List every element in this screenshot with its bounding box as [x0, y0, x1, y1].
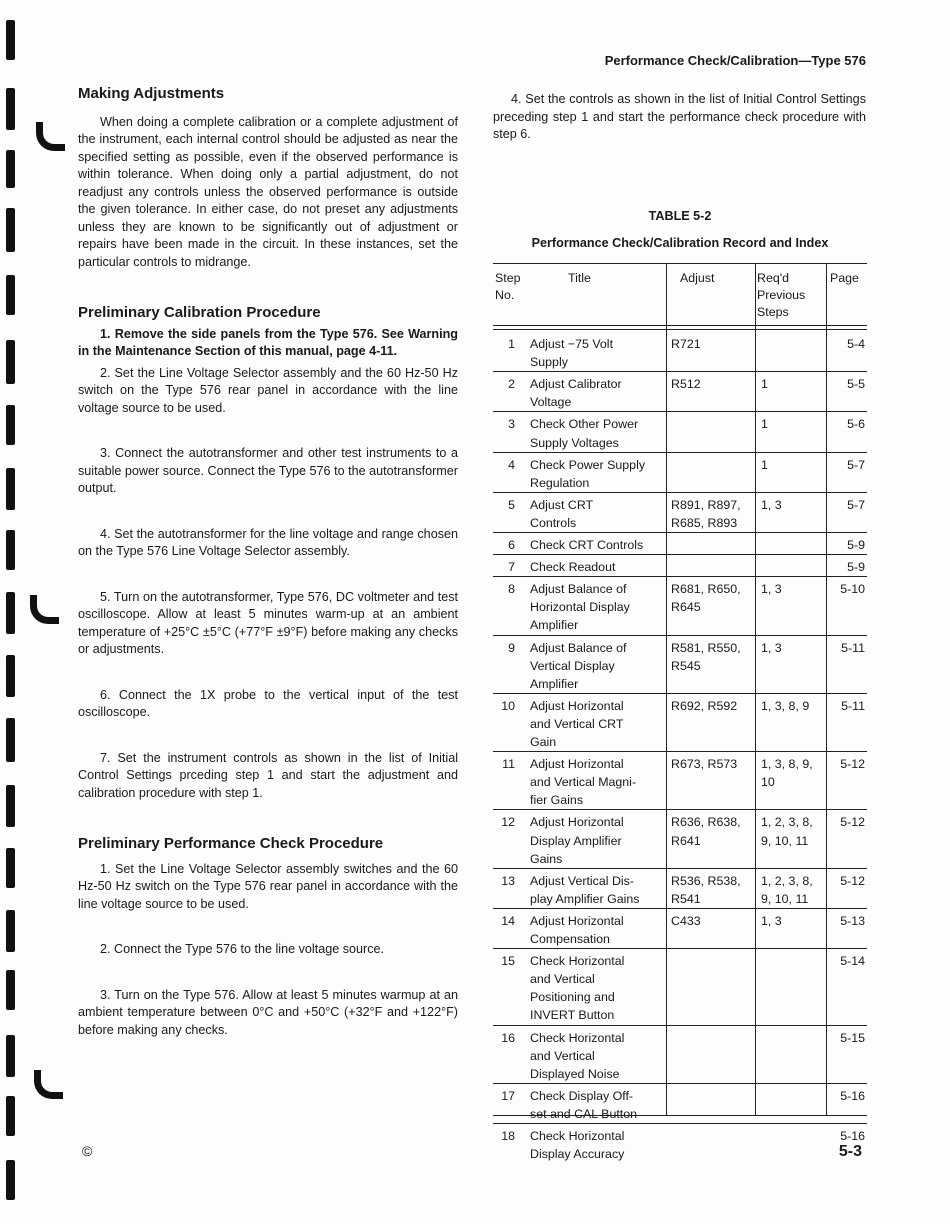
step-number: 14 [501, 913, 515, 928]
col-header-step [495, 270, 521, 304]
step-paragraph: 2. Set the Line Voltage Selector assembly and the 60 Hz-50 Hz switch on the Type 576 rear panel in accordance with the line voltage source to be used. [78, 365, 458, 415]
row-separator [493, 371, 867, 372]
step-number: 5 [508, 497, 515, 512]
row-separator [493, 908, 867, 909]
step-number: 16 [501, 1030, 515, 1045]
row-title: and Vertical Magni- [530, 775, 637, 790]
row-title: Amplifier [530, 676, 579, 691]
row-page: 5-11 [841, 698, 865, 713]
row-title: Controls [530, 515, 577, 530]
row-title: Voltage [530, 395, 572, 410]
row-reqd-steps: 1 [761, 457, 768, 472]
row-reqd-steps: 10 [761, 775, 775, 790]
row-separator [493, 868, 867, 869]
binding-mark [6, 275, 15, 315]
step-number: 11 [502, 757, 515, 772]
row-separator [493, 809, 867, 810]
header-text: Steps [757, 305, 789, 319]
section-heading: Making Adjustments [78, 85, 225, 102]
row-title: Check Readout [530, 560, 616, 575]
row-reqd-steps: 1, 3 [761, 582, 782, 597]
row-adjust: R636, R638, [671, 815, 741, 830]
step-number: 15 [501, 954, 515, 969]
row-separator [493, 1083, 867, 1084]
step-number: 12 [501, 815, 515, 830]
row-page: 5-4 [847, 337, 865, 351]
row-separator [493, 532, 867, 533]
row-title: Compensation [530, 932, 610, 946]
row-separator [493, 1025, 867, 1026]
row-adjust: R536, R538, [671, 873, 741, 888]
row-reqd-steps: 1, 3, 8, 9, [761, 757, 813, 772]
row-page: 5-12 [840, 757, 865, 772]
step-number: 8 [508, 582, 515, 597]
row-page: 5-16 [840, 1129, 865, 1143]
row-title: Adjust Horizontal [530, 698, 624, 713]
step-paragraph: 1. Set the Line Voltage Selector assembly switches and the 60 Hz-50 Hz switch on the Type 576 rear panel in accordance with the line voltage source to be used. [78, 861, 458, 911]
row-reqd-steps: 9, 10, 11 [761, 891, 809, 906]
col-header-page: Page [830, 271, 859, 285]
running-header: Performance Check/Calibration—Type 576 [604, 53, 866, 68]
col-header-adjust: Adjust [680, 271, 715, 285]
binding-mark [6, 20, 15, 60]
binding-mark [6, 88, 15, 130]
binding-hook [36, 122, 65, 151]
row-adjust: R692, R592 [671, 698, 738, 713]
step-number: 9 [508, 640, 515, 655]
row-adjust: C433 [671, 913, 701, 928]
row-page: 5-14 [840, 954, 865, 969]
row-title: Adjust Horizontal [530, 815, 624, 830]
binding-mark [6, 970, 15, 1010]
row-title: Check CRT Controls [530, 538, 644, 552]
row-reqd-steps: 9, 10, 11 [761, 833, 809, 848]
binding-mark [6, 468, 15, 510]
row-title: Check Display Off- [530, 1088, 634, 1103]
row-page: 5-7 [847, 457, 865, 472]
step-paragraph: 5. Turn on the autotransformer, Type 576, DC voltmeter and test oscilloscope. Allow at least 5 minutes warm-up at an ambient temperature of +25°C ±5°C (+77°F ±9°F) before making any checks or adjustments. [78, 589, 458, 656]
row-title: and Vertical [530, 1048, 595, 1063]
row-reqd-steps: 1, 2, 3, 8, [761, 873, 813, 888]
row-separator [493, 751, 867, 752]
step-number: 3 [508, 417, 515, 432]
binding-mark [6, 910, 15, 952]
row-title: Check Other Power [530, 417, 639, 432]
binding-mark [6, 1096, 15, 1136]
row-page: 5-15 [840, 1030, 865, 1045]
row-separator [493, 576, 867, 577]
row-title: Check Horizontal [530, 954, 625, 969]
row-title: Amplifier [530, 618, 579, 633]
row-page: 5-10 [840, 582, 865, 597]
row-title: Supply [530, 355, 568, 370]
row-adjust: R641 [671, 833, 701, 848]
row-reqd-steps: 1, 2, 3, 8, [761, 815, 813, 830]
row-title: set and CAL Button [530, 1106, 637, 1121]
row-adjust: R891, R897, [671, 497, 741, 512]
row-title: Adjust Calibrator [530, 377, 622, 392]
column-divider [666, 263, 667, 1116]
step-number: 6 [508, 538, 515, 552]
step-number: 18 [501, 1129, 515, 1143]
step-paragraph: 3. Turn on the Type 576. Allow at least 5 minutes warmup at an ambient temperature between 0°C and +50°C (+32°F and +122°F) before making any checks. [78, 987, 458, 1037]
binding-mark [6, 405, 15, 445]
row-title: Vertical Display [530, 658, 615, 673]
step-paragraph: 2. Connect the Type 576 to the line voltage source. [100, 942, 385, 956]
binding-mark [6, 340, 15, 384]
section-heading: Preliminary Performance Check Procedure [78, 835, 384, 852]
step-number: 7 [508, 560, 515, 575]
paragraph: When doing a complete calibration or a complete adjustment of the instrument, each internal control should be adjusted as near the specified setting as possible, even if the observed performance is within tolerance. When doing only a partial adjustment, do not readjust any controls unless the observed performance is outside the given tolerance. In either case, do not preset any adjustments unless they are known to be significantly out of adjustment or repairs have been made in the circuit. In these instances, set the particular controls to midrange. [78, 114, 458, 269]
row-title: Adjust −75 Volt [530, 337, 614, 351]
row-adjust: R545 [671, 658, 701, 673]
row-title: Adjust Balance of [530, 640, 627, 655]
step-paragraph: 7. Set the instrument controls as shown in the list of Initial Control Settings prceding step 1 and start the adjustment and calibration procedure with step 1. [78, 750, 458, 800]
row-title: Gain [530, 735, 557, 749]
row-adjust: R581, R550, [671, 640, 741, 655]
row-reqd-steps: 1 [761, 417, 768, 432]
row-title: INVERT Button [530, 1008, 615, 1023]
table-caption: TABLE 5-2 [648, 209, 712, 223]
row-title: Display Amplifier [530, 833, 622, 848]
row-page: 5-13 [840, 913, 865, 928]
row-reqd-steps: 1, 3 [761, 497, 782, 512]
step-number: 2 [508, 377, 515, 392]
binding-hook [34, 1070, 63, 1099]
row-adjust: R673, R573 [671, 757, 738, 772]
row-title: Gains [530, 851, 563, 866]
binding-mark [6, 1160, 15, 1200]
row-reqd-steps: 1, 3 [761, 640, 782, 655]
row-separator [493, 554, 867, 555]
row-title: Adjust Horizontal [530, 913, 624, 928]
copyright-mark: © [82, 1143, 93, 1159]
step-number: 4 [508, 457, 515, 472]
row-page: 5-12 [840, 815, 865, 830]
row-title: Adjust Balance of [530, 582, 627, 597]
row-separator [493, 452, 867, 453]
binding-mark [6, 592, 15, 634]
binding-mark [6, 530, 15, 570]
row-separator [493, 948, 867, 949]
row-title: Adjust Horizontal [530, 757, 624, 772]
row-page: 5-7 [847, 497, 865, 512]
binding-mark [6, 208, 15, 252]
row-page: 5-16 [840, 1088, 865, 1103]
table-title: Performance Check/Calibration Record and Index [531, 236, 829, 250]
row-title: Display Accuracy [530, 1147, 625, 1162]
col-header-reqd [757, 270, 805, 321]
step-number: 17 [501, 1088, 515, 1103]
step-paragraph: 4. Set the autotransformer for the line voltage and range chosen on the Type 576 Line Voltage Selector assembly. [78, 526, 458, 558]
row-reqd-steps: 1, 3 [761, 913, 782, 928]
row-adjust: R541 [671, 891, 701, 906]
table-top-rule [493, 263, 867, 264]
row-title: and Vertical CRT [530, 716, 624, 731]
step-number: 1 [508, 337, 515, 351]
row-separator [493, 1123, 867, 1124]
binding-mark [6, 785, 15, 827]
row-page: 5-6 [847, 417, 865, 432]
section-heading: Preliminary Calibration Procedure [78, 304, 321, 321]
row-page: 5-5 [847, 377, 865, 392]
row-separator [493, 635, 867, 636]
column-divider [755, 263, 756, 1116]
intro-paragraph: 4. Set the controls as shown in the list of Initial Control Settings preceding step 1 and start the performance check procedure with step 6. [493, 92, 866, 141]
row-adjust: R721 [671, 337, 701, 351]
binding-mark [6, 655, 15, 697]
row-title: Displayed Noise [530, 1066, 620, 1081]
row-title: play Amplifier Gains [530, 891, 640, 906]
row-page: 5-11 [841, 640, 865, 655]
header-text: No. [495, 288, 515, 302]
row-title: Supply Voltages [530, 435, 619, 450]
row-title: Horizontal Display [530, 600, 630, 615]
binding-mark [6, 848, 15, 888]
step-number: 10 [501, 698, 515, 713]
row-title: Check Power Supply [530, 457, 646, 472]
record-index-table [493, 263, 867, 1162]
row-separator [493, 693, 867, 694]
row-title: Adjust CRT [530, 497, 594, 512]
header-text: Previous [757, 288, 806, 302]
row-adjust: R645 [671, 600, 701, 615]
col-header-title: Title [568, 271, 591, 285]
header-rule [493, 325, 867, 326]
row-adjust: R681, R650, [671, 582, 741, 597]
row-separator [493, 411, 867, 412]
row-title: Check Horizontal [530, 1129, 625, 1143]
row-page: 5-9 [847, 560, 865, 575]
binding-mark [6, 1035, 15, 1077]
row-page: 5-12 [840, 873, 865, 888]
step-paragraph: 3. Connect the autotransformer and other test instruments to a suitable power source. Connect the Type 576 to the autotransformer output. [78, 446, 458, 495]
header-text: Req'd [757, 271, 789, 285]
step-paragraph: 1. Remove the side panels from the Type 576. See Warning in the Maintenance Section of this manual, page 4-11. [78, 326, 458, 358]
row-title: fier Gains [530, 793, 584, 808]
step-paragraph: 6. Connect the 1X probe to the vertical input of the test oscilloscope. [78, 687, 458, 719]
binding-hook [30, 595, 59, 624]
row-title: Positioning and [530, 990, 615, 1005]
row-page: 5-9 [847, 538, 865, 552]
binding-mark [6, 718, 15, 762]
row-reqd-steps: 1 [761, 377, 768, 392]
page-number: 5-3 [838, 1143, 862, 1160]
header-text: Step [495, 271, 521, 285]
row-title: Check Horizontal [530, 1030, 625, 1045]
header-rule [493, 329, 867, 330]
row-separator [493, 492, 867, 493]
row-adjust: R685, R893 [671, 515, 738, 530]
left-column [78, 85, 458, 1039]
binding-mark [6, 150, 15, 188]
row-reqd-steps: 1, 3, 8, 9 [761, 698, 810, 713]
row-adjust: R512 [671, 377, 701, 392]
row-title: Regulation [530, 475, 590, 490]
step-number: 13 [501, 873, 515, 888]
row-title: and Vertical [530, 972, 595, 987]
row-title: Adjust Vertical Dis- [530, 873, 634, 888]
